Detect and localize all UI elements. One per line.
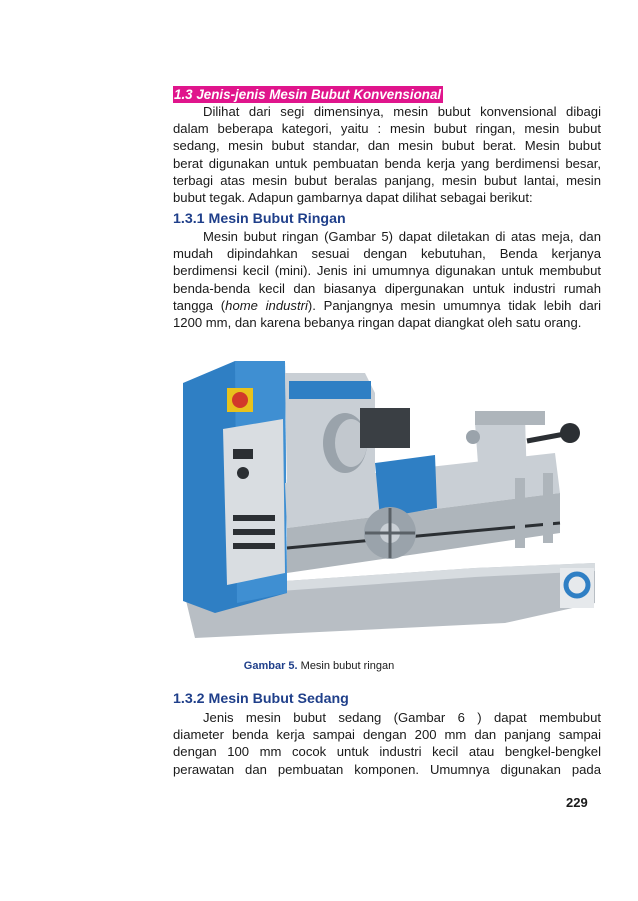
lathe-photo: [175, 333, 600, 644]
para-line: 1200 mm, dan karena bebanya ringan dapat diangkat oleh satu orang.: [173, 315, 582, 331]
para-line: [173, 297, 601, 314]
para-line: berdimensi kecil (mini). Jenis ini umumnya digunakan untuk membubut: [173, 263, 601, 279]
subsection-heading-2: 1.3.2 Mesin Bubut Sedang: [173, 691, 349, 707]
section-heading: 1.3 Jenis-jenis Mesin Bubut Konvensional: [174, 87, 442, 102]
intro-paragraph: [173, 103, 601, 206]
intro-line: terbagi atas mesin bubut beralas panjang, mesin bubut lantai, mesin: [173, 172, 601, 188]
para-line: diameter benda kerja sampai dengan 200 mm dan panjang sampai: [173, 727, 601, 743]
para-line: perawatan dan pembuatan komponen. Umumnya digunakan pada: [173, 761, 601, 777]
tool-post: [360, 408, 410, 448]
intro-line: dalam beberapa kategori, yaitu : mesin bubut ringan, mesin bubut: [173, 121, 601, 137]
subsection-2-paragraph: [173, 709, 601, 778]
figure-caption: [0, 660, 638, 672]
para-line: Jenis mesin bubut sedang (Gambar 6 ) dapat membubut: [203, 710, 601, 725]
intro-line: Dilihat dari segi dimensinya, mesin bubut konvensional dibagi: [203, 104, 601, 119]
intro-line: bubut tegak. Adapun gambarnya dapat dilihat sebagai berikut:: [173, 190, 533, 206]
subsection-heading-1: 1.3.1 Mesin Bubut Ringan: [173, 211, 346, 227]
para-line: dengan 100 mm cocok untuk industri kecil atau bengkel-bengkel: [173, 744, 601, 760]
text-segment: tangga (: [173, 297, 226, 313]
text-segment: ). Panjangnya mesin umumnya tidak lebih dari: [307, 297, 601, 313]
intro-line: sedang, mesin bubut standar, dan mesin bubut berat. Mesin bubut: [173, 138, 601, 154]
mini-lathe-illustration: [175, 333, 600, 644]
intro-line: berat digunakan untuk pembuatan benda kerja yang berdimensi besar,: [173, 155, 601, 171]
tailstock-handle: [560, 423, 580, 443]
para-line: Mesin bubut ringan (Gambar 5) dapat diletakan di atas meja, dan: [203, 229, 601, 244]
italic-term: home industri: [225, 297, 308, 313]
caption-label: Gambar 5.: [243, 660, 298, 672]
page-number: 229: [566, 795, 588, 810]
subsection-1-paragraph: [173, 228, 601, 331]
caption-text: Mesin bubut ringan: [297, 660, 395, 672]
para-line: benda-benda kecil dan biasanya dipergunakan untuk industri rumah: [173, 280, 601, 296]
control-panel: [223, 419, 285, 585]
para-line: mudah dipindahkan sesuai dengan kebutuhan, Benda kerjanya: [173, 246, 601, 262]
